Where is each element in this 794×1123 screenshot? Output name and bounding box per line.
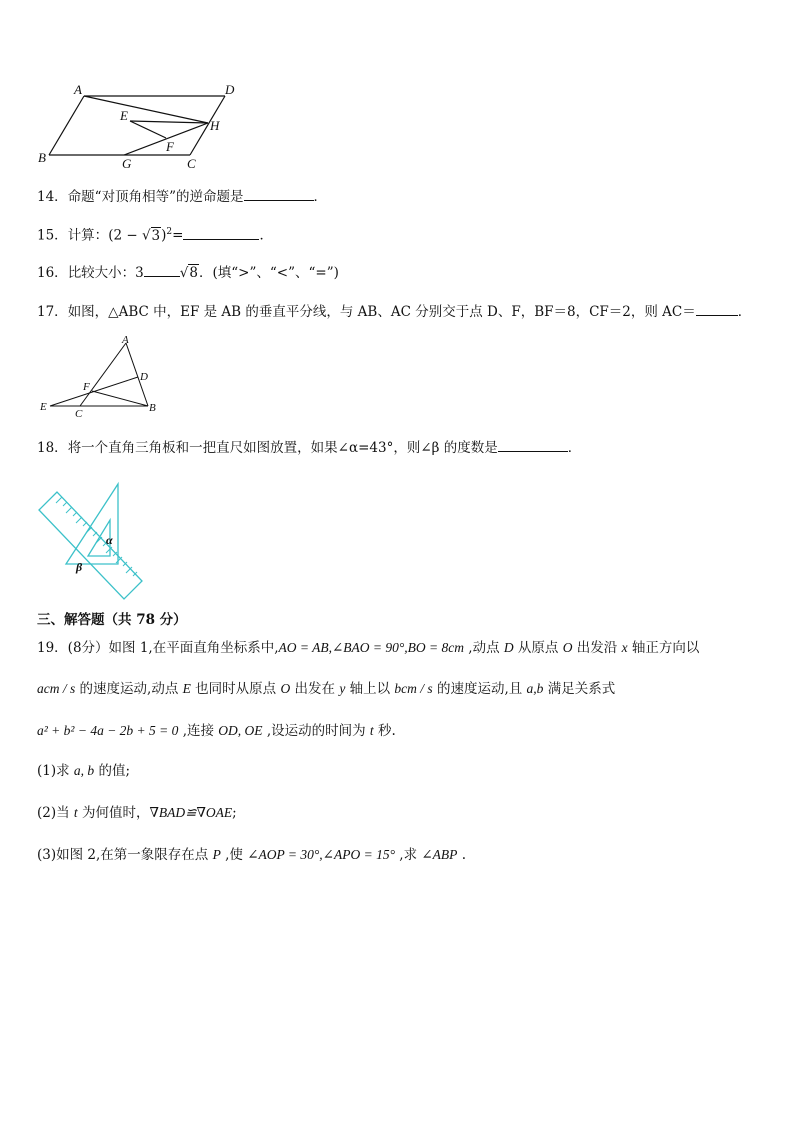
label-C: C bbox=[187, 156, 196, 171]
q18-text: 将一个直角三角板和一把直尺如图放置，如果∠α=43°，则∠β 的度数是 bbox=[67, 440, 498, 456]
label-A: A bbox=[74, 82, 82, 97]
q15-end: ． bbox=[259, 227, 273, 244]
question-15 bbox=[37, 222, 273, 246]
q19-intro: 19．(8分）如图 1,在平面直角坐标系中, bbox=[37, 640, 279, 656]
q16-answer-blank[interactable] bbox=[144, 262, 180, 277]
angle-beta-label: β bbox=[76, 560, 83, 574]
q19-p3-point-P: P bbox=[212, 847, 221, 862]
label-E: E bbox=[120, 108, 128, 123]
q19-p2-math: ∇BAD≌∇OAE bbox=[149, 805, 233, 820]
label-D: D bbox=[225, 82, 235, 97]
question-17 bbox=[37, 301, 751, 322]
q19-point-E: E bbox=[182, 681, 191, 696]
seg-AB bbox=[49, 96, 84, 155]
q19-p3-text: ,求 bbox=[394, 847, 422, 863]
q19-p3-math: ∠AOP = 30°,∠APO = 15° bbox=[247, 847, 395, 862]
q19-text: ,动点 bbox=[464, 640, 504, 656]
question-19-part-3 bbox=[37, 845, 466, 865]
q19-p1-text: 的值; bbox=[94, 763, 131, 779]
question-19-line-2 bbox=[37, 679, 615, 699]
question-19-part-2 bbox=[37, 803, 237, 823]
q16-number: 16． bbox=[37, 265, 68, 281]
q17-number: 17． bbox=[37, 304, 68, 320]
q19-p2-text: ; bbox=[232, 805, 237, 821]
q19-text: 出发在 bbox=[290, 681, 340, 697]
figure-triangle bbox=[36, 333, 166, 421]
q17-answer-blank[interactable] bbox=[696, 301, 738, 316]
seg-DC bbox=[190, 96, 225, 155]
figure-parallelogram bbox=[30, 78, 260, 173]
q19-text: 轴上以 bbox=[345, 681, 395, 697]
q15-equals: = bbox=[172, 227, 184, 244]
q19-p3-text: . bbox=[457, 847, 467, 863]
q14-end: ． bbox=[313, 189, 327, 205]
label-G: G bbox=[122, 156, 132, 171]
q19-p1-math: a, b bbox=[73, 763, 95, 778]
q18-answer-blank[interactable] bbox=[498, 437, 568, 452]
q19-text: ,连接 bbox=[178, 723, 219, 739]
angle-alpha-label: α bbox=[106, 533, 113, 547]
label-C: C bbox=[75, 408, 83, 420]
q19-var-y: y bbox=[339, 681, 346, 696]
q19-text: 也同时从原点 bbox=[190, 681, 281, 697]
q19-point-O: O bbox=[280, 681, 291, 696]
q19-speed-a: acm / s bbox=[37, 681, 76, 696]
q16-radicand: 8 bbox=[189, 265, 198, 281]
q15-radicand: 3 bbox=[151, 227, 161, 244]
label-B: B bbox=[149, 402, 156, 414]
figure-ruler-triangle bbox=[36, 478, 151, 603]
q19-text: 从原点 bbox=[513, 640, 563, 656]
label-E: E bbox=[40, 401, 47, 413]
q19-p2-var-t: t bbox=[73, 805, 78, 820]
seg-EF bbox=[130, 121, 166, 138]
q17-text: 如图，△ABC 中，EF 是 AB 的垂直平分线，与 AB、AC 分别交于点 D、F，BF＝8，CF＝2，则 AC＝ bbox=[67, 304, 696, 320]
question-19-line-3 bbox=[37, 721, 396, 741]
q18-end: ． bbox=[567, 440, 582, 456]
q19-p3-math-abp: ∠ABP bbox=[421, 847, 458, 862]
label-H: H bbox=[210, 118, 220, 133]
q19-point-O: O bbox=[562, 640, 573, 655]
q19-text: 秒. bbox=[373, 723, 396, 739]
q19-text: ,设运动的时间为 bbox=[262, 723, 370, 739]
q19-text: 的速度运动,动点 bbox=[75, 681, 183, 697]
q19-var-t: t bbox=[369, 723, 374, 738]
label-A: A bbox=[122, 334, 129, 346]
q19-p3-text: (3)如图 2,在第一象限存在点 bbox=[37, 847, 213, 863]
label-F: F bbox=[83, 381, 90, 393]
q19-equation: a² + b² − 4a − 2b + 5 = 0 bbox=[37, 723, 179, 738]
q19-speed-b: bcm / s bbox=[394, 681, 433, 696]
q19-text: 的速度运动,且 bbox=[432, 681, 527, 697]
q19-point-D: D bbox=[503, 640, 514, 655]
q19-text: 出发沿 bbox=[572, 640, 622, 656]
q19-text: 轴正方向以 bbox=[627, 640, 700, 656]
q14-number: 14． bbox=[37, 189, 68, 205]
q19-p2-text: 为何值时， bbox=[77, 805, 150, 821]
label-B: B bbox=[38, 150, 46, 165]
label-D: D bbox=[140, 371, 148, 383]
question-14 bbox=[37, 186, 327, 207]
q14-text: 命题“对顶角相等”的逆命题是 bbox=[67, 189, 244, 205]
q19-p1-text: (1)求 bbox=[37, 763, 74, 779]
question-19-part-1 bbox=[37, 761, 130, 781]
q15-answer-blank[interactable] bbox=[183, 225, 259, 240]
q15-expr-close: ) bbox=[161, 227, 167, 244]
q15-prefix: 计算： bbox=[67, 227, 109, 244]
q19-vars-ab: a,b bbox=[526, 681, 544, 696]
sqrt-sign: √ bbox=[141, 227, 151, 244]
q19-p3-text: ,使 bbox=[220, 847, 248, 863]
q19-text: 满足关系式 bbox=[543, 681, 616, 697]
q19-math-given: AO = AB,∠BAO = 90°,BO = 8cm bbox=[278, 640, 465, 655]
seg-EH bbox=[130, 121, 208, 123]
q19-var-x: x bbox=[621, 640, 628, 655]
question-18 bbox=[37, 437, 581, 458]
section-title: 三、解答题（共 78 分） bbox=[37, 612, 187, 628]
label-F: F bbox=[166, 139, 174, 154]
question-16 bbox=[37, 262, 339, 283]
q15-number: 15． bbox=[37, 227, 68, 244]
sqrt-sign: √ bbox=[179, 265, 189, 281]
q16-suffix: ．(填“>”、“<”、“=”) bbox=[198, 265, 339, 281]
q15-exponent: 2 bbox=[166, 227, 173, 237]
ruler bbox=[39, 492, 142, 599]
q14-answer-blank[interactable] bbox=[244, 186, 314, 201]
q16-prefix: 比较大小：3 bbox=[67, 265, 144, 281]
q19-segments: OD, OE bbox=[218, 723, 263, 738]
q19-p2-text: (2)当 bbox=[37, 805, 74, 821]
question-19-line-1 bbox=[37, 638, 699, 658]
seg-FB bbox=[92, 391, 148, 406]
q15-expr-open: (2 − bbox=[108, 227, 142, 244]
q17-end: ． bbox=[737, 304, 752, 320]
seg-AH bbox=[84, 96, 208, 123]
q18-number: 18． bbox=[37, 440, 68, 456]
seg-AC bbox=[80, 343, 126, 406]
